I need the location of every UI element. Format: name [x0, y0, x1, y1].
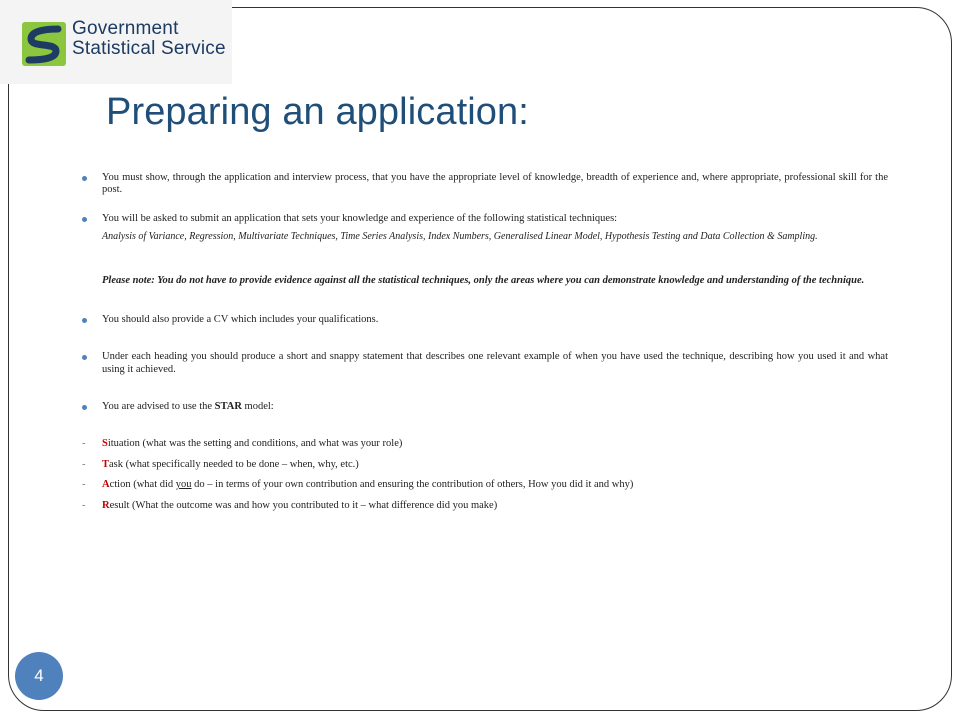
star-action-text-before: ction (what did [109, 479, 176, 491]
star-task-initial: T [102, 458, 110, 470]
please-note-statement: Please note: You do not have to provide evidence against all the statistical techniques, only the areas where you can demonstrate knowledge and understanding of the technique. [102, 275, 865, 287]
slide-content [82, 172, 888, 520]
bullet-icon [82, 355, 87, 360]
star-model-label: STAR [214, 400, 242, 412]
gss-logo-text [72, 19, 226, 59]
paragraph-text: You are advised to use the [102, 400, 215, 412]
bullet-icon [82, 176, 87, 181]
dash-marker: - [82, 438, 86, 450]
page-number-badge: 4 [15, 652, 63, 700]
paragraph-text-end: model: [241, 400, 274, 412]
star-action-row [82, 479, 888, 500]
gss-logo-icon [22, 22, 66, 66]
logo-line-2: Statistical Service [72, 38, 226, 59]
star-task-text: ask (what specifically needed to be done – when, why, etc.) [109, 458, 359, 470]
star-action-text-after: do – in terms of your own contribution and ensuring the contribution of others, How you did it and why) [191, 479, 634, 491]
paragraph-star-model [82, 401, 888, 413]
dash-marker: - [82, 479, 86, 491]
bullet-icon [82, 217, 87, 222]
logo-line-1: Government [72, 18, 179, 39]
paragraph-text: You should also provide a CV which includes your qualifications. [102, 313, 379, 325]
slide-title: Preparing an application: [106, 91, 529, 133]
star-action-underlined-you: you [175, 479, 192, 491]
star-task-row [82, 459, 888, 480]
paragraph-text: You must show, through the application and interview process, that you have the appropriate level of knowledge, breadth of experience and, where appropriate, professional skill for the post. [102, 172, 888, 196]
star-situation-row [82, 438, 888, 459]
paragraph-text: Under each heading you should produce a short and snappy statement that describes one relevant example of when you have used the technique, describing how you used it and what using it achieved. [102, 351, 888, 375]
paragraph-cv [82, 314, 888, 326]
star-result-initial: R [102, 499, 110, 511]
paragraph-application-techniques [82, 213, 888, 225]
star-result-row [82, 500, 888, 521]
star-situation-initial: S [102, 438, 108, 450]
star-situation-text: ituation (what was the setting and conditions, and what was your role) [107, 438, 403, 450]
gss-logo [0, 0, 232, 84]
paragraph-text: You will be asked to submit an application that sets your knowledge and experience of the following statistical techniques: [102, 212, 618, 224]
statistical-techniques-list: Analysis of Variance, Regression, Multivariate Techniques, Time Series Analysis, Index Numbers, Generalised Linear Model, Hypothesis Testing and Data Collection & Sampling. [102, 231, 818, 243]
paragraph-statement-guidance [82, 351, 888, 376]
star-result-text: esult (What the outcome was and how you contributed to it – what difference did you make) [109, 499, 498, 511]
paragraph-qualification-evidence [82, 172, 888, 197]
bullet-icon [82, 318, 87, 323]
dash-marker: - [82, 499, 86, 511]
dash-marker: - [82, 458, 86, 470]
bullet-icon [82, 405, 87, 410]
star-action-initial: A [102, 479, 110, 491]
